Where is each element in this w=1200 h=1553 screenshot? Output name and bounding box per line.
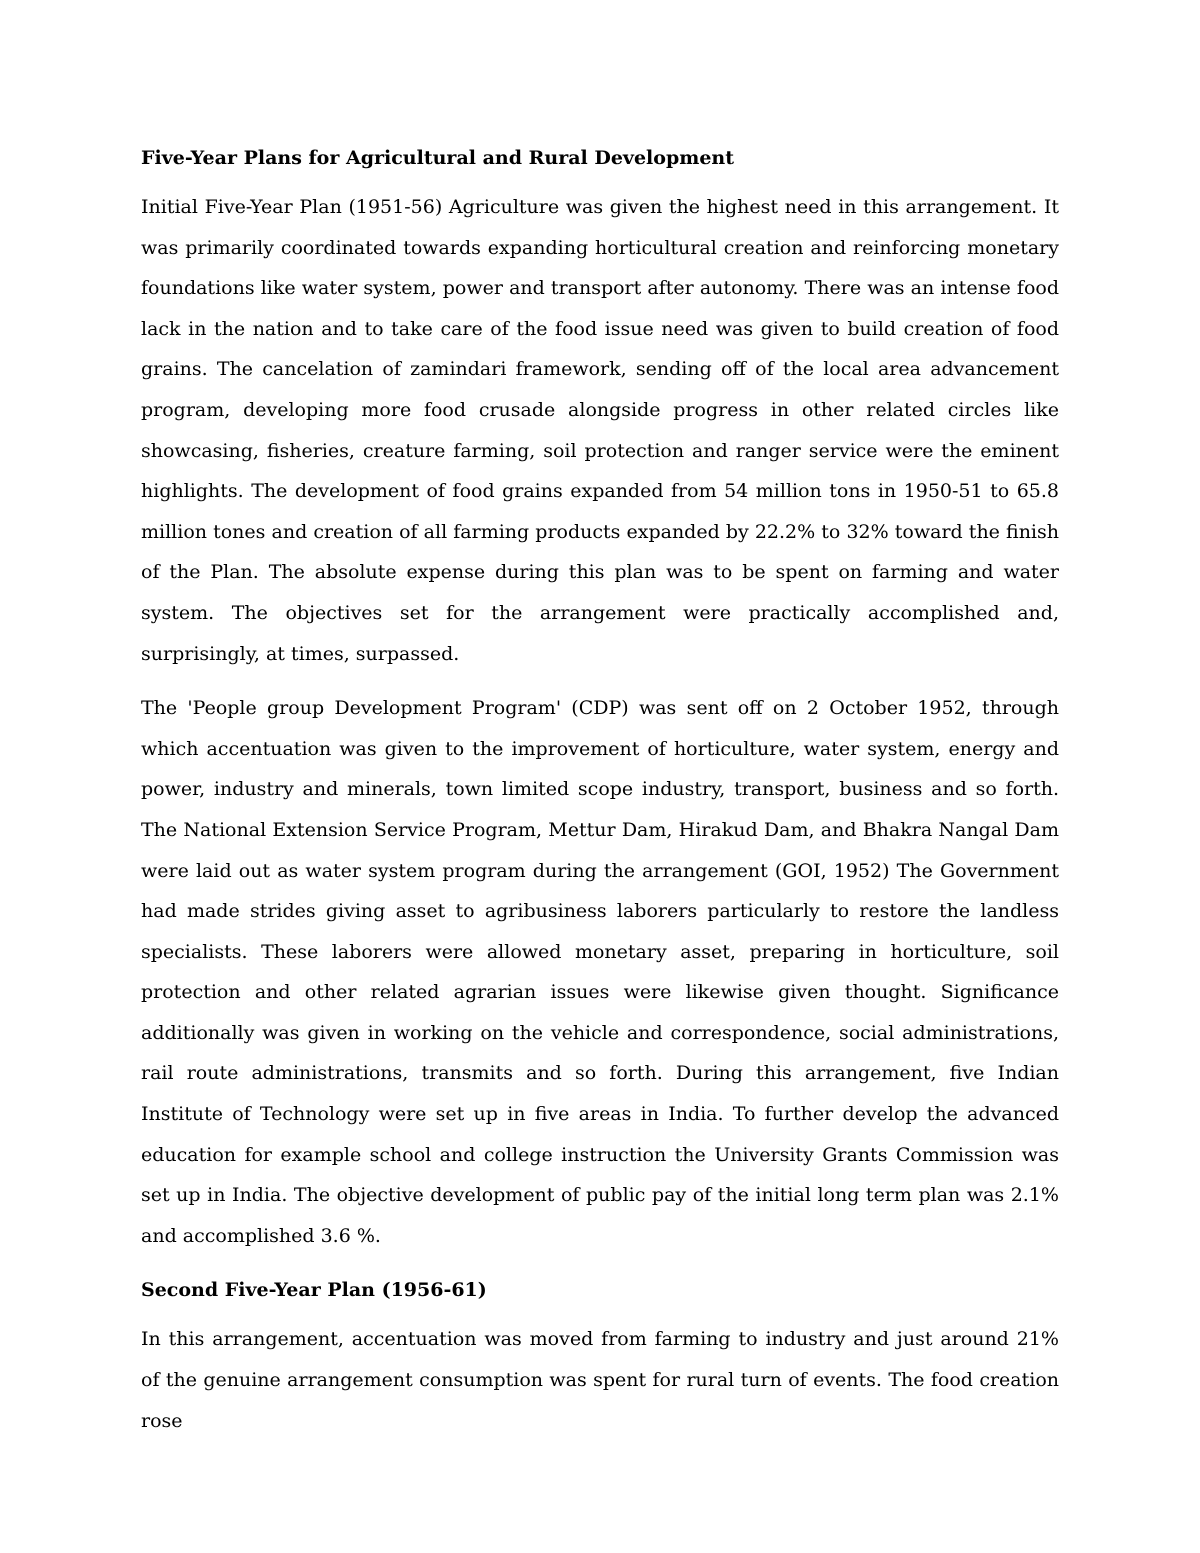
paragraph-first-plan: Initial Five-Year Plan (1951-56) Agriculture was given the highest need in this arrangement. It was primarily coordinated towards expanding horticultural creation and reinforcing monetary foundations like water system, power and transport after autonomy. There was an intense food lack in the nation and to take care of the food issue need was given to build creation of food grains. The cancelation of zamindari framework, sending off of the local area advancement program, developing more food crusade alongside progress in other related circles like showcasing, fisheries, creature farming, soil protection and ranger service were the eminent highlights. The development of food grains expanded from 54 million tons in 1950-51 to 65.8 million tones and creation of all farming products expanded by 22.2% to 32% toward the finish of the Plan. The absolute expense during this plan was to be spent on farming and water system. The objectives set for the arrangement were practically accomplished and, surprisingly, at times, surpassed. [141, 196, 1059, 665]
section-heading-second-plan: Second Five-Year Plan (1956-61) [141, 1279, 487, 1302]
paragraph-community-development: The 'People group Development Program' (CDP) was sent off on 2 October 1952, through which accentuation was given to the improvement of horticulture, water system, energy and power, industry and minerals, town limited scope industry, transport, business and so forth. The National Extension Service Program, Mettur Dam, Hirakud Dam, and Bhakra Nangal Dam were laid out as water system program during the arrangement (GOI, 1952) The Government had made strides giving asset to agribusiness laborers particularly to restore the landless specialists. These laborers were allowed monetary asset, preparing in horticulture, soil protection and other related agrarian issues were likewise given thought. Significance additionally was given in working on the vehicle and correspondence, social administrations, rail route administrations, transmits and so forth. During this arrangement, five Indian Institute of Technology were set up in five areas in India. To further develop the advanced education for example school and college instruction the University Grants Commission was set up in India. The objective development of public pay of the initial long term plan was 2.1% and accomplished 3.6 %. [141, 697, 1059, 1247]
document-title: Five-Year Plans for Agricultural and Rural Development [141, 147, 735, 169]
document-body [141, 138, 1059, 1441]
paragraph-second-plan: In this arrangement, accentuation was moved from farming to industry and just around 21% of the genuine arrangement consumption was spent for rural turn of events. The food creation rose [141, 1328, 1059, 1432]
